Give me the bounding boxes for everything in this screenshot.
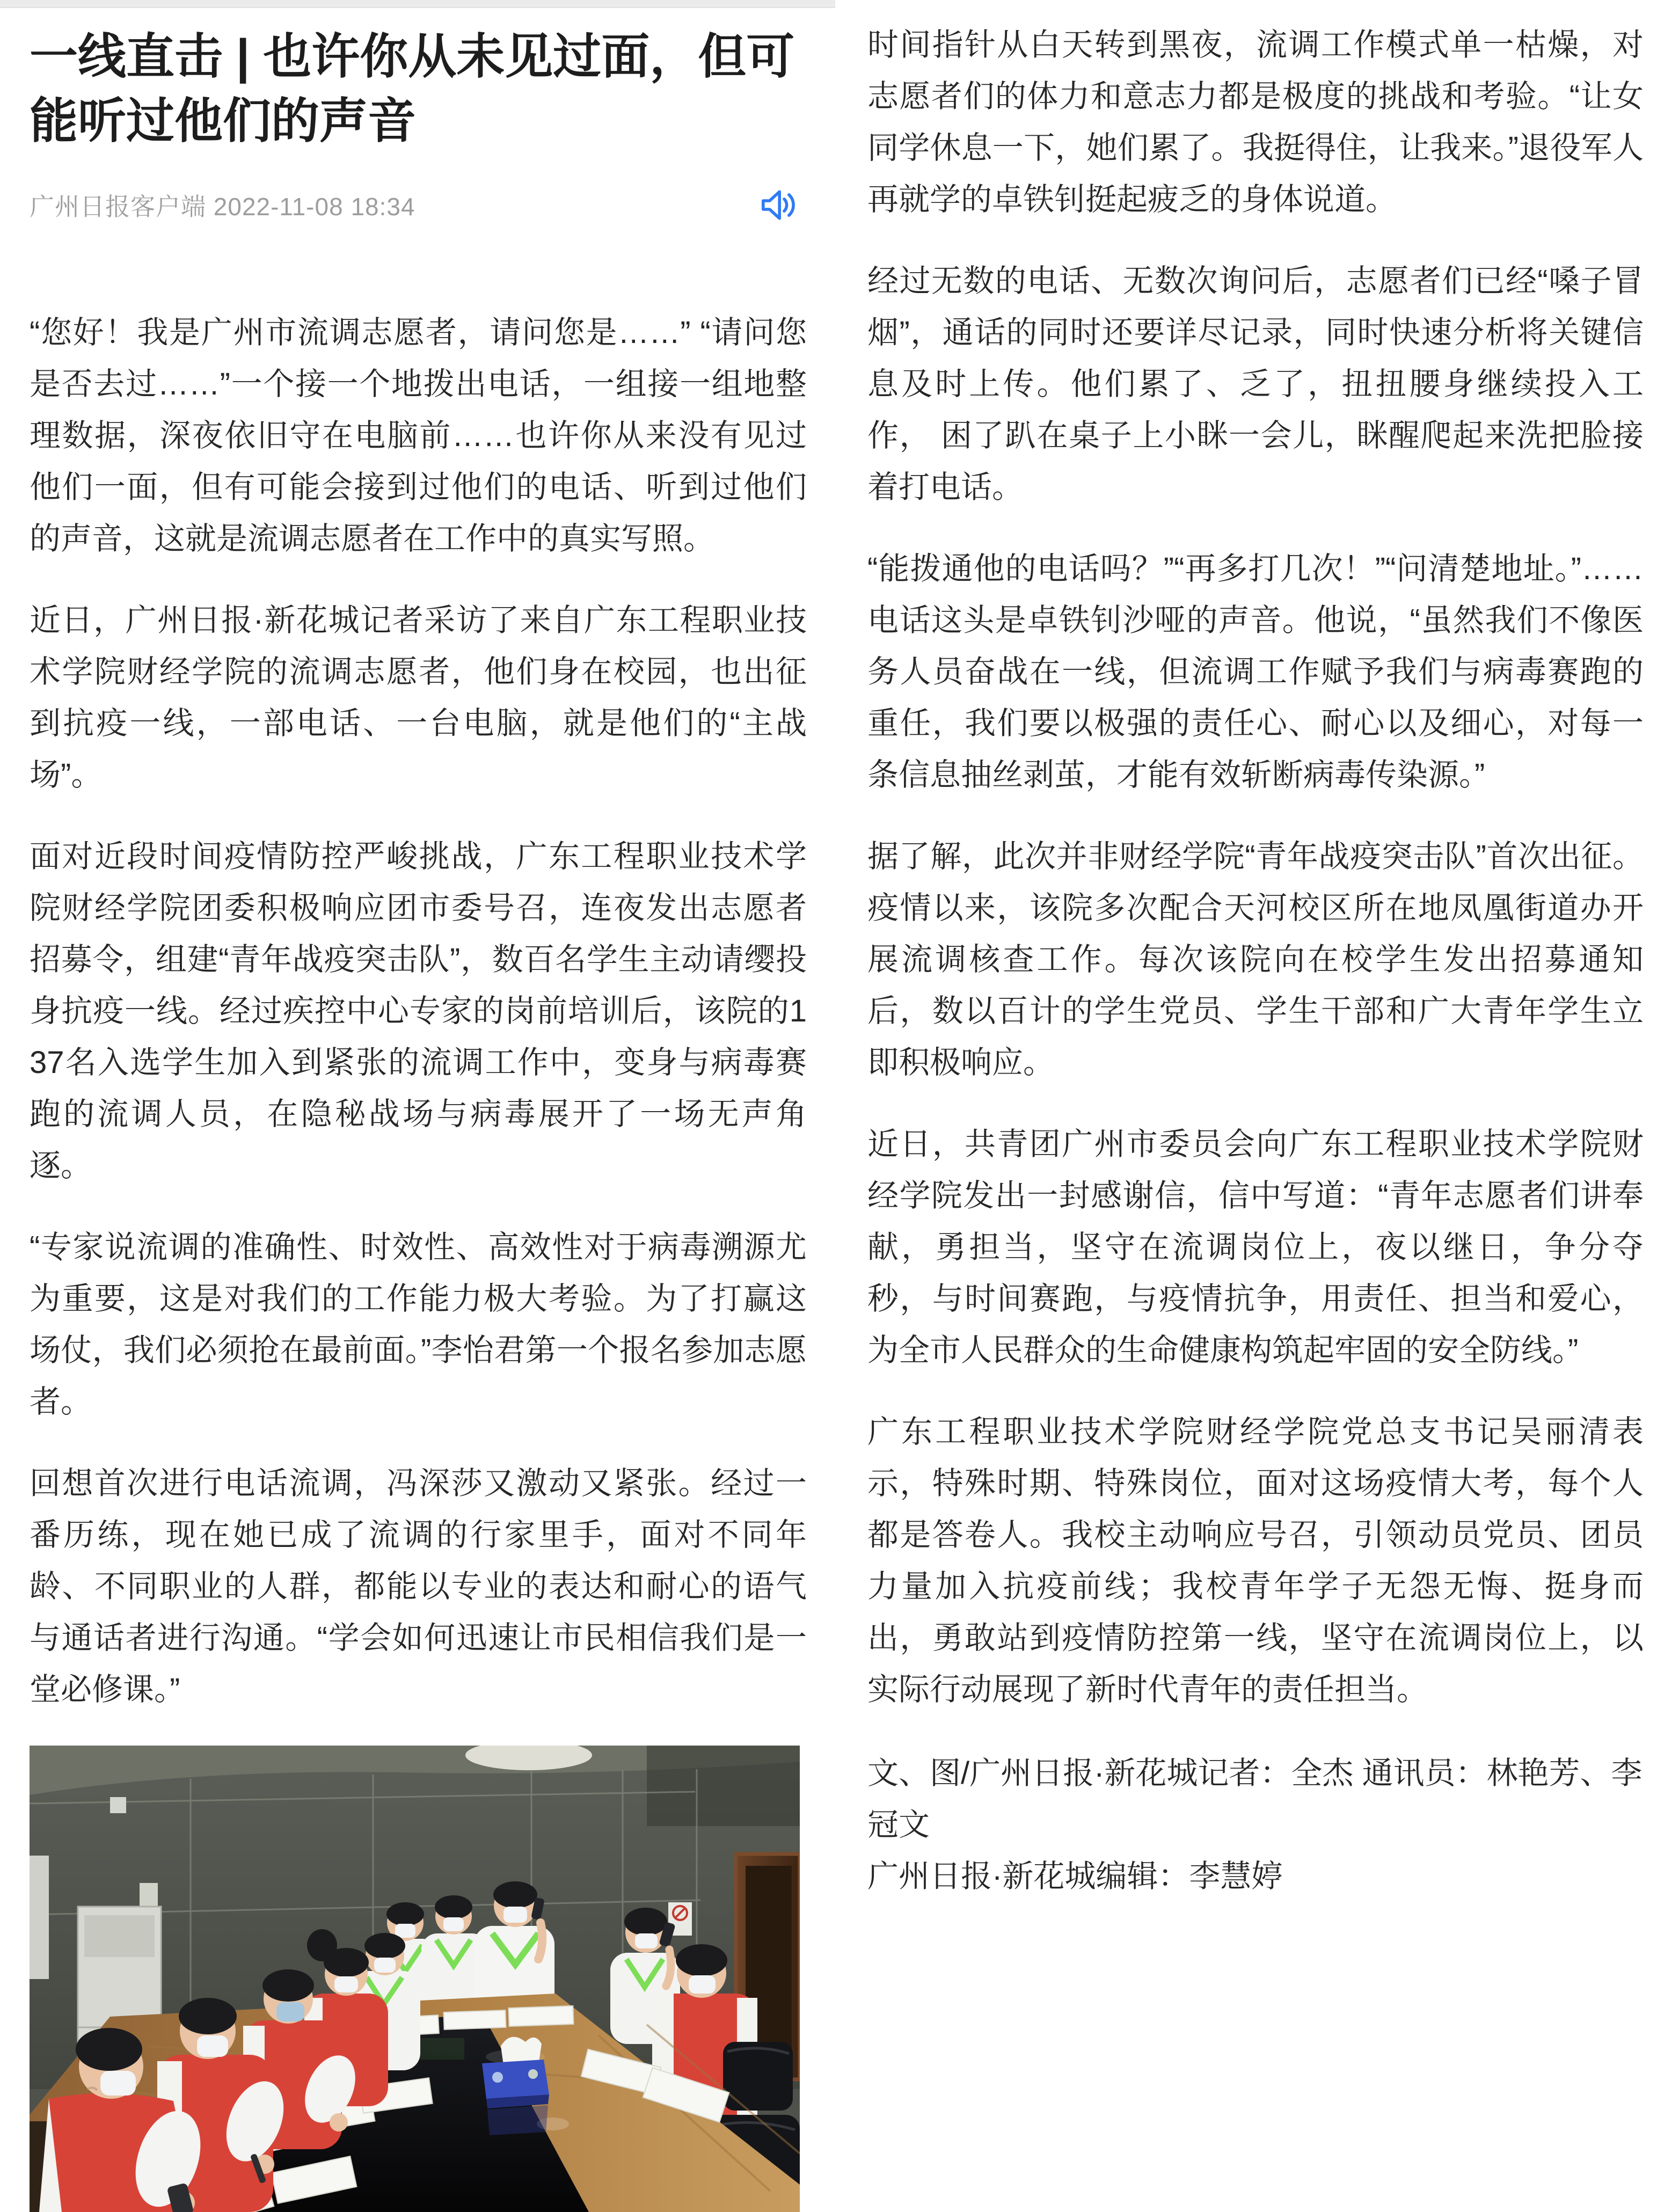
paragraph: “您好！我是广州市流调志愿者，请问您是……” “请问您是否去过……”一个接一个地拨出电话，一组接一组地整理数据，深夜依旧守在电脑前……也许你从来没有见过他们一面，但有可能会接到过他们的电话、听到过他们的声音，这就是流调志愿者在工作中的真实写照。 xyxy=(30,315,807,556)
paragraph: 时间指针从白天转到黑夜，流调工作模式单一枯燥，对志愿者们的体力和意志力都是极度的挑战和考验。“让女同学休息一下，她们累了。我挺得住，让我来。”退役军人再就学的卓铁钊挺起疲乏的身体说道。 xyxy=(867,27,1644,217)
audio-play-button[interactable] xyxy=(756,184,799,227)
byline-row xyxy=(30,184,807,227)
article-body-left xyxy=(30,307,807,1715)
credit-line: 广州日报·新花城编辑：李慧婷 xyxy=(867,1859,1283,1894)
credit-line: 文、图/广州日报·新花城记者：全杰 通讯员：林艳芳、李冠文 xyxy=(867,1756,1643,1842)
paragraph: 回想首次进行电话流调，冯深莎又激动又紧张。经过一番历练，现在她已成了流调的行家里手，面对不同年龄、不同职业的人群，都能以专业的表达和耐心的语气与通话者进行沟通。“学会如何迅速让市民相信我们是一堂必修课。” xyxy=(30,1466,807,1707)
paragraph: 经过无数的电话、无数次询问后，志愿者们已经“嗓子冒烟”，通话的同时还要详尽记录，同时快速分析将关键信息及时上传。他们累了、乏了，扭扭腰身继续投入工作， 困了趴在桌子上小眯一会儿，眯醒爬起来洗把脸接着打电话。 xyxy=(867,264,1644,505)
paragraph: “专家说流调的准确性、时效性、高效性对于病毒溯源尤为重要，这是对我们的工作能力极大考验。为了打赢这场仗，我们必须抢在最前面。”李怡君第一个报名参加志愿者。 xyxy=(30,1230,807,1419)
paragraph: 面对近段时间疫情防控严峻挑战，广东工程职业技术学院财经学院团委积极响应团市委号召，连夜发出志愿者招募令，组建“青年战疫突击队”，数百名学生主动请缨投身抗疫一线。经过疾控中心专家的岗前培训后，该院的137名入选学生加入到紧张的流调工作中，变身与病毒赛跑的流调人员，在隐秘战场与病毒展开了一场无声角逐。 xyxy=(30,839,807,1183)
article-right-column xyxy=(867,0,1644,1902)
meeting-room-photo-illustration xyxy=(30,1746,800,2212)
paragraph: 近日，广州日报·新花城记者采访了来自广东工程职业技术学院财经学院的流调志愿者，他们身在校园，也出征到抗疫一线，一部电话、一台电脑，就是他们的“主战场”。 xyxy=(30,603,807,792)
page-title: 一线直击 | 也许你从未见过面，但可能听过他们的声音 xyxy=(30,30,795,148)
article-body-right xyxy=(867,19,1644,1715)
article-credits xyxy=(867,1748,1644,1902)
speaker-icon xyxy=(756,184,799,227)
paragraph: 广东工程职业技术学院财经学院党总支书记吴丽清表示，特殊时期、特殊岗位，面对这场疫情大考，每个人都是答卷人。我校主动响应号召，引领动员党员、团员力量加入抗疫前线；我校青年学子无怨无悔、挺身而出，勇敢站到疫情防控第一线，坚守在流调岗位上，以实际行动展现了新时代青年的责任担当。 xyxy=(867,1414,1644,1707)
article-left-column xyxy=(30,0,807,2212)
paragraph: 据了解，此次并非财经学院“青年战疫突击队”首次出征。疫情以来，该院多次配合天河校区所在地凤凰街道办开展流调核查工作。每次该院向在校学生发出招募通知后，数以百计的学生党员、学生干部和广大青年学生立即积极响应。 xyxy=(867,839,1644,1080)
byline-source-timestamp: 广州日报客户端 2022-11-08 18:34 xyxy=(30,193,415,221)
article-photo xyxy=(30,1746,800,2212)
paragraph: “能拨通他的电话吗？”“再多打几次！”“问清楚地址。”……电话这头是卓铁钊沙哑的声音。他说，“虽然我们不像医务人员奋战在一线，但流调工作赋予我们与病毒赛跑的重任，我们要以极强的责任心、耐心以及细心，对每一条信息抽丝剥茧，才能有效斩断病毒传染源。” xyxy=(867,551,1644,792)
paragraph: 近日，共青团广州市委员会向广东工程职业技术学院财经学院发出一封感谢信，信中写道：“青年志愿者们讲奉献，勇担当，坚守在流调岗位上，夜以继日，争分夺秒，与时间赛跑，与疫情抗争，用责任、担当和爱心，为全市人民群众的生命健康构筑起牢固的安全防线。” xyxy=(867,1127,1644,1368)
